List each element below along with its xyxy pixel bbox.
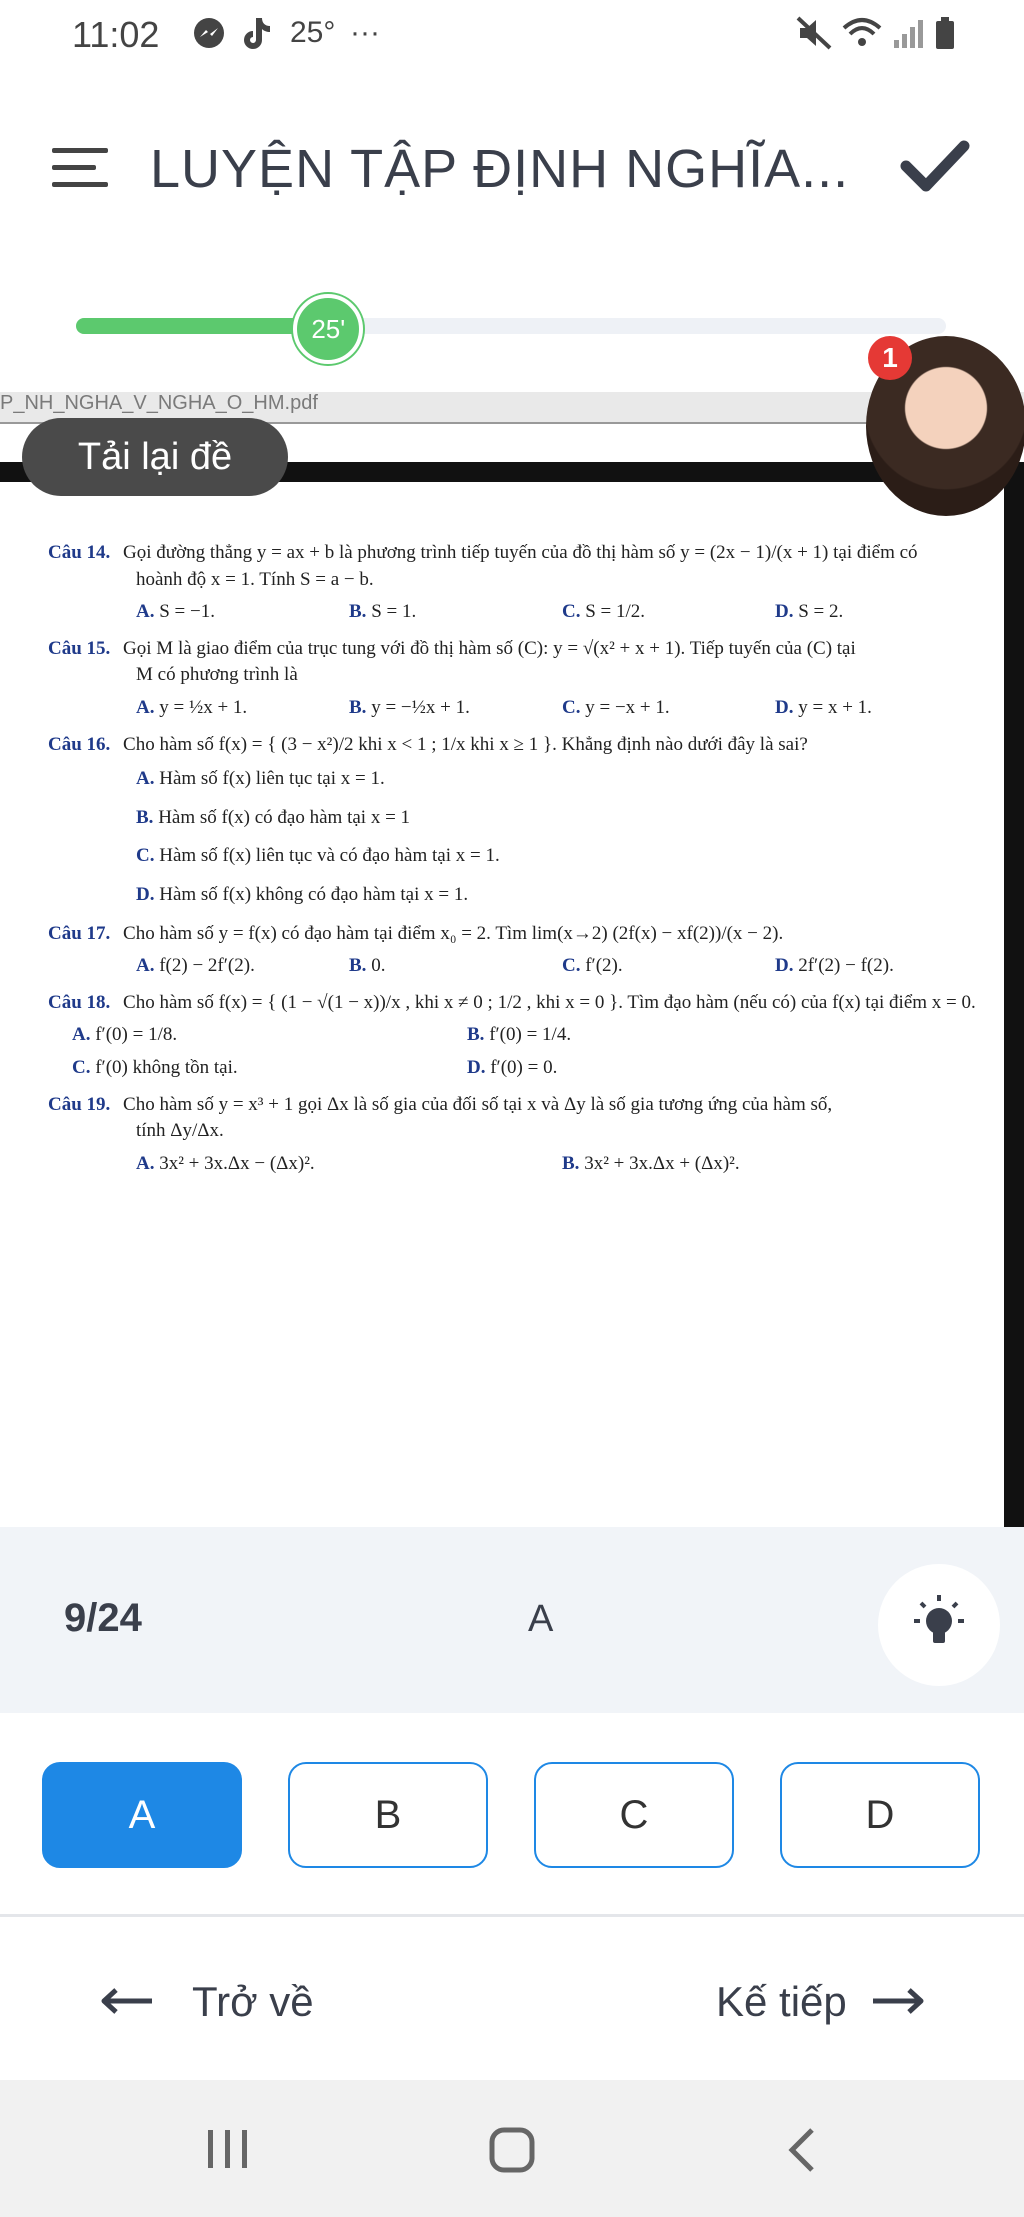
question-number: Câu 14.	[48, 542, 111, 563]
choice-c-button[interactable]: C	[534, 1762, 734, 1868]
question-number: Câu 18.	[48, 991, 111, 1013]
options	[136, 599, 988, 626]
divider	[0, 1914, 1024, 1917]
option-b: B. Hàm số f(x) có đạo hàm tại x = 1	[136, 806, 411, 828]
temperature: 25°	[290, 16, 336, 49]
status-time: 11:02	[72, 14, 160, 55]
option-a: A. S = −1.	[136, 601, 215, 623]
option-d: D. f′(0) = 0.	[467, 1056, 558, 1078]
question-text-cont: tính Δy/Δx.	[136, 1120, 224, 1142]
question-number: Câu 17.	[48, 922, 111, 944]
signal-icon	[892, 16, 926, 58]
question-14	[48, 540, 988, 626]
answer-panel	[0, 1527, 1024, 1713]
arrow-right-icon	[871, 1978, 925, 2026]
mute-icon	[796, 16, 832, 58]
option-a: A. 3x² + 3x.Δx − (Δx)².	[136, 1152, 315, 1174]
question-text: Cho hàm số y = x³ + 1 gọi Δx là số gia của đối số tại x và Δy là số gia tương ứng của hàm số,	[123, 1093, 833, 1115]
option-c: C. Hàm số f(x) liên tục và có đạo hàm tại x = 1.	[136, 845, 500, 867]
question-17	[48, 921, 988, 980]
check-icon[interactable]	[900, 136, 970, 196]
option-d: D. S = 2.	[775, 601, 844, 623]
question-19	[48, 1092, 988, 1178]
worksheet-page	[48, 540, 988, 1187]
option-d: D. Hàm số f(x) không có đạo hàm tại x = 1.	[136, 883, 469, 905]
option-d: D. y = x + 1.	[775, 696, 872, 718]
progress-fill	[76, 318, 328, 334]
recent-apps-icon[interactable]	[204, 2126, 252, 2177]
option-c: C. y = −x + 1.	[562, 696, 670, 718]
options	[136, 766, 988, 908]
document-scrollbar[interactable]	[1004, 462, 1024, 1527]
options-row-2	[72, 1055, 988, 1082]
system-nav-bar	[0, 2080, 1024, 2217]
arrow-left-icon	[100, 1978, 154, 2026]
question-counter: 9/24	[64, 1596, 142, 1640]
battery-icon	[934, 16, 956, 58]
more-indicator: ···	[350, 16, 380, 49]
options-row-1	[72, 1022, 988, 1049]
option-c: C. S = 1/2.	[562, 601, 646, 623]
menu-icon[interactable]	[52, 148, 108, 188]
option-c: C. f′(2).	[562, 955, 623, 977]
choice-a-button[interactable]: A	[42, 1762, 242, 1868]
document-filename: P_NH_NGHA_V_NGHA_O_HM.pdf	[0, 392, 318, 414]
options	[136, 695, 988, 722]
reload-exam-button[interactable]: Tải lại đề	[22, 418, 288, 496]
next-label: Kế tiếp	[716, 1978, 847, 2025]
option-b: B. f′(0) = 1/4.	[467, 1024, 572, 1046]
option-c: C. f′(0) không tồn tại.	[72, 1056, 238, 1078]
back-button[interactable]	[94, 1972, 320, 2032]
choice-b-button[interactable]: B	[288, 1762, 488, 1868]
hint-button[interactable]	[878, 1564, 1000, 1686]
question-number: Câu 16.	[48, 733, 111, 755]
notification-badge: 1	[868, 336, 912, 380]
option-b: B. y = −½x + 1.	[349, 696, 470, 718]
option-a: A. Hàm số f(x) liên tục tại x = 1.	[136, 768, 385, 790]
question-text: Cho hàm số y = f(x) có đạo hàm tại điểm x₀ = 2. Tìm lim(x→2) (2f(x) − xf(2))/(x − 2).	[123, 922, 784, 944]
messenger-icon	[192, 16, 226, 58]
home-icon[interactable]	[488, 2126, 536, 2179]
question-text: Cho hàm số f(x) = { (1 − √(1 − x))/x , khi x ≠ 0 ; 1/2 , khi x = 0 }. Tìm đạo hàm (nếu có) của f(x) tại điểm x = 0.	[123, 991, 976, 1013]
option-b: B. S = 1.	[349, 601, 417, 623]
option-b: B. 3x² + 3x.Δx + (Δx)².	[562, 1152, 740, 1174]
question-15	[48, 636, 988, 722]
option-a: A. y = ½x + 1.	[136, 696, 248, 718]
back-label: Trở về	[192, 1978, 314, 2025]
question-text: Gọi M là giao điểm của trục tung với đồ thị hàm số (C): y = √(x² + x + 1). Tiếp tuyến của (C) tại	[123, 637, 856, 659]
tiktok-icon	[240, 16, 272, 58]
question-text-cont: M có phương trình là	[136, 664, 298, 686]
question-number: Câu 19.	[48, 1093, 111, 1115]
option-a: A. f′(0) = 1/8.	[72, 1024, 178, 1046]
choice-d-button[interactable]: D	[780, 1762, 980, 1868]
wifi-icon	[842, 16, 882, 58]
options	[136, 1151, 988, 1178]
lightbulb-icon	[904, 1647, 974, 1662]
question-text: Gọi đường thẳng y = ax + b là phương trình tiếp tuyến của đồ thị hàm số y = (2x − 1)/(x + 1) tại điểm có	[123, 542, 918, 563]
question-text-cont: hoành độ x = 1. Tính S = a − b.	[136, 568, 374, 590]
option-b: B. 0.	[349, 955, 386, 977]
options	[136, 953, 988, 980]
status-bar	[0, 0, 1024, 72]
option-d: D. 2f′(2) − f(2).	[775, 955, 894, 977]
page-title: LUYỆN TẬP ĐỊNH NGHĨA...	[150, 139, 850, 199]
option-a: A. f(2) − 2f′(2).	[136, 955, 255, 977]
next-button[interactable]	[710, 1972, 931, 2032]
timer-badge	[293, 294, 363, 364]
back-icon[interactable]	[784, 2126, 820, 2179]
question-text: Cho hàm số f(x) = { (3 − x²)/2 khi x < 1 ; 1/x khi x ≥ 1 }. Khẳng định nào dưới đây là sai?	[123, 733, 808, 755]
question-18	[48, 990, 988, 1082]
timer-label: 25'	[311, 313, 346, 344]
selected-answer: A	[528, 1598, 554, 1640]
question-number: Câu 15.	[48, 637, 111, 659]
question-16	[48, 732, 988, 909]
